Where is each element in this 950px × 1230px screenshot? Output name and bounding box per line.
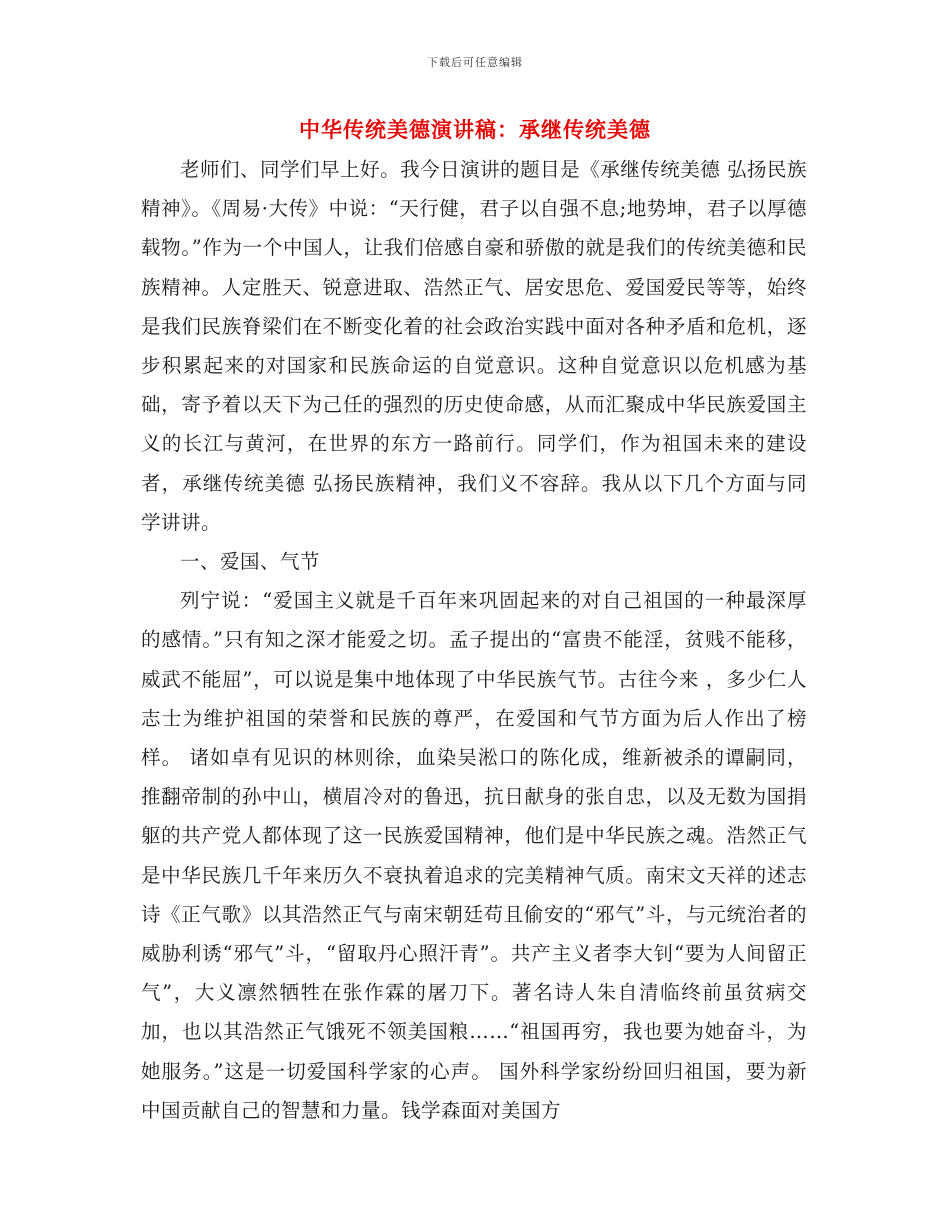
section-heading-patriotism: 一、爱国、气节	[180, 550, 321, 574]
document-title: 中华传统美德演讲稿：承继传统美德	[299, 117, 651, 142]
document-body	[141, 150, 807, 1130]
page-header-note: 下载后可任意编辑	[427, 56, 523, 69]
paragraph-patriotism: 列宁说：“爱国主义就是千百年来巩固起来的对自己祖国的一种最深厚的感情。”只有知之深才能爱之切。孟子提出的“富贵不能淫，贫贱不能移，威武不能屈”，可以说是集中地体现了中华民族气节。古往今来 ，多少仁人志士为维护祖国的荣誉和民族的尊严，在爱国和气节方面为后人作出了榜样。 诸如卓有见识的林则徐，血染吴淞口的陈化成，维新被杀的谭嗣同，推翻帝制的孙中山，横眉冷对的鲁迅，抗日献身的张自忠，以及无数为国捐躯的共产党人都体现了这一民族爱国精神，他们是中华民族之魂。浩然正气是中华民族几千年来历久不衰执着追求的完美精神气质。南宋文天祥的述志诗《正气歌》以其浩然正气与南宋朝廷苟且偷安的“邪气”斗，与元统治者的威胁利诱“邪气”斗，“留取丹心照汗青”。共产主义者李大钊“要为人间留正气”，大义凛然牺牲在张作霖的屠刀下。著名诗人朱自清临终前虽贫病交加，也以其浩然正气饿死不领美国粮……“祖国再穷，我也要为她奋斗，为她服务。”这是一切爱国科学家的心声。 国外科学家纷纷回归祖国，要为新中国贡献自己的智慧和力量。钱学森面对美国方	[141, 589, 807, 1122]
paragraph-intro: 老师们、同学们早上好。我今日演讲的题目是《承继传统美德 弘扬民族精神》。《周易·大传》中说：“天行健，君子以自强不息;地势坤，君子以厚德载物。”作为一个中国人，让我们倍感自豪和骄傲的就是我们的传统美德和民族精神。人定胜天、锐意进取、浩然正气、居安思危、爱国爱民等等，始终是我们民族脊梁们在不断变化着的社会政治实践中面对各种矛盾和危机，逐步积累起来的对国家和民族命运的自觉意识。这种自觉意识以危机感为基础，寄予着以天下为己任的强烈的历史使命感，从而汇聚成中华民族爱国主义的长江与黄河，在世界的东方一路前行。同学们，作为祖国未来的建设者，承继传统美德 弘扬民族精神，我们义不容辞。我从以下几个方面与同学讲讲。	[141, 158, 807, 534]
